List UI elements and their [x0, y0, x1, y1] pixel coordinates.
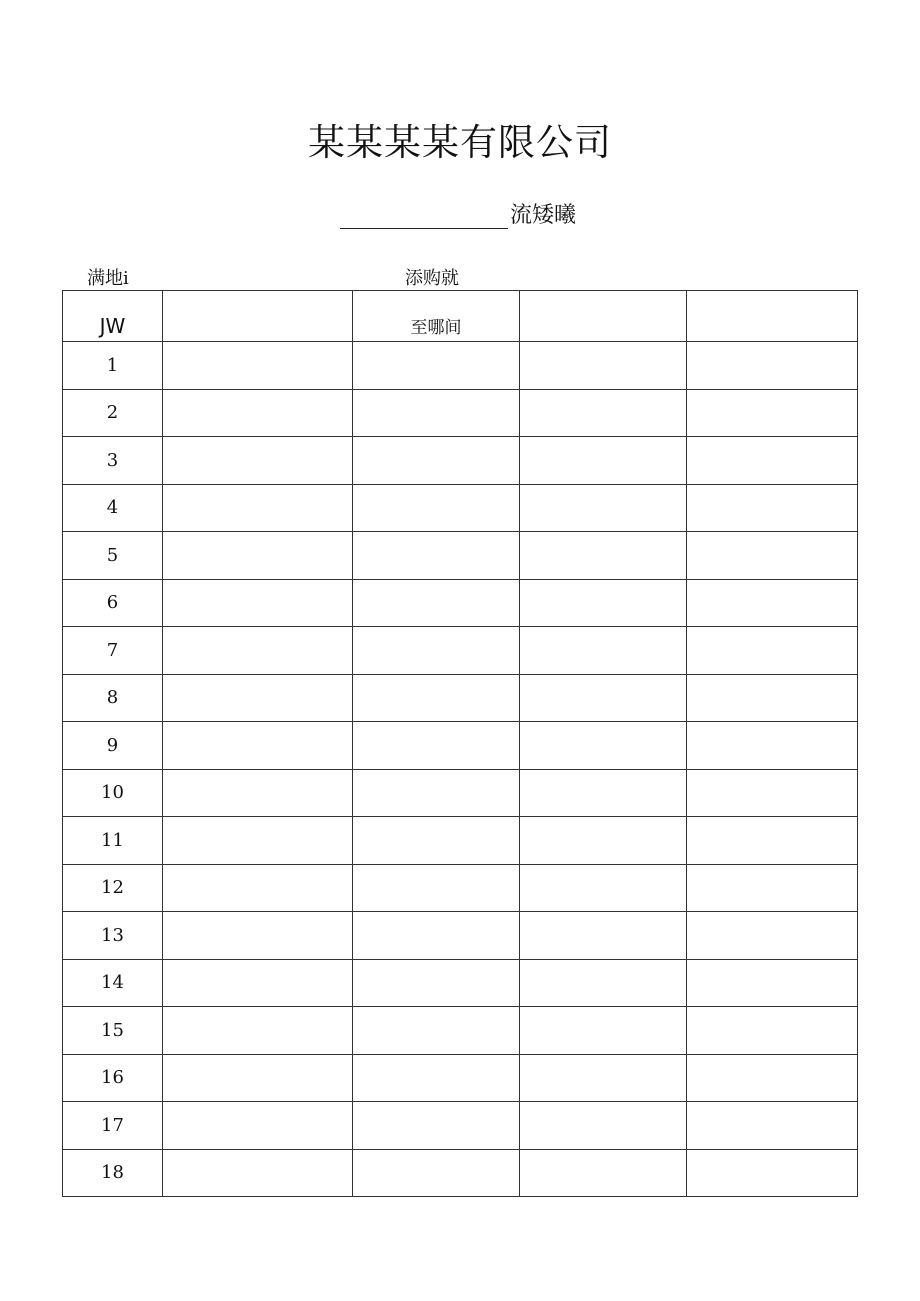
table-cell[interactable] — [353, 1007, 520, 1055]
fill-in-blank — [340, 204, 508, 229]
table-row — [63, 912, 858, 960]
table-cell[interactable] — [163, 1149, 353, 1197]
table-cell[interactable] — [687, 579, 858, 627]
table-cell[interactable] — [353, 817, 520, 865]
table-cell[interactable] — [687, 959, 858, 1007]
table-cell[interactable] — [353, 722, 520, 770]
row-number-cell: 4 — [63, 484, 163, 532]
subtitle-text: 流矮曦 — [510, 203, 577, 228]
row-number-cell: 13 — [63, 912, 163, 960]
table-cell[interactable] — [520, 627, 687, 675]
row-number-cell: 8 — [63, 674, 163, 722]
table-cell[interactable] — [687, 342, 858, 390]
table-cell[interactable] — [520, 437, 687, 485]
row-number-cell: 14 — [63, 959, 163, 1007]
table-cell[interactable] — [687, 627, 858, 675]
table-cell[interactable] — [520, 817, 687, 865]
table-cell[interactable] — [687, 532, 858, 580]
table-row — [63, 769, 858, 817]
table-cell[interactable] — [163, 437, 353, 485]
table-cell[interactable] — [687, 769, 858, 817]
table-cell[interactable] — [687, 1007, 858, 1055]
table-cell[interactable] — [520, 579, 687, 627]
table-row — [63, 437, 858, 485]
table-row — [63, 1149, 858, 1197]
table-cell[interactable] — [520, 1102, 687, 1150]
table-cell[interactable] — [520, 674, 687, 722]
row-number-cell: 5 — [63, 532, 163, 580]
table-cell[interactable] — [163, 389, 353, 437]
table-row — [63, 389, 858, 437]
table-cell[interactable] — [163, 342, 353, 390]
table-cell[interactable] — [163, 864, 353, 912]
row-number-cell: 11 — [63, 817, 163, 865]
row-number-cell: 10 — [63, 769, 163, 817]
table-cell[interactable] — [163, 1054, 353, 1102]
table-row — [63, 864, 858, 912]
row-number-cell: 18 — [63, 1149, 163, 1197]
table-cell[interactable] — [353, 437, 520, 485]
table-cell[interactable] — [353, 864, 520, 912]
table-cell[interactable] — [687, 674, 858, 722]
table-row — [63, 342, 858, 390]
table-cell[interactable] — [520, 532, 687, 580]
document-title: 某某某某有限公司 — [308, 121, 612, 164]
table-cell[interactable] — [520, 769, 687, 817]
table-row — [63, 1007, 858, 1055]
table-row — [63, 959, 858, 1007]
row-number-cell: 16 — [63, 1054, 163, 1102]
table-cell[interactable] — [353, 484, 520, 532]
table-row — [63, 1102, 858, 1150]
table-cell[interactable] — [687, 1054, 858, 1102]
row-number-cell: 3 — [63, 437, 163, 485]
table-row — [63, 484, 858, 532]
table-cell[interactable] — [353, 532, 520, 580]
table-cell[interactable] — [353, 389, 520, 437]
table-cell[interactable] — [163, 1102, 353, 1150]
table-cell[interactable] — [163, 912, 353, 960]
table-cell[interactable] — [163, 722, 353, 770]
table-cell[interactable] — [353, 1102, 520, 1150]
table-cell[interactable] — [163, 674, 353, 722]
row-number-cell: 15 — [63, 1007, 163, 1055]
row-number-cell: 2 — [63, 389, 163, 437]
table-cell[interactable] — [687, 484, 858, 532]
meta-label-right: 添购就 — [405, 268, 459, 289]
header-cell — [687, 291, 858, 342]
table-cell[interactable] — [687, 817, 858, 865]
table-cell[interactable] — [353, 769, 520, 817]
table-row — [63, 532, 858, 580]
table-cell[interactable] — [520, 959, 687, 1007]
header-cell — [520, 291, 687, 342]
meta-label-left: 满地i — [87, 268, 129, 289]
table-cell[interactable] — [163, 769, 353, 817]
table-cell[interactable] — [163, 627, 353, 675]
table-cell[interactable] — [163, 1007, 353, 1055]
table-cell[interactable] — [520, 484, 687, 532]
table-cell[interactable] — [687, 912, 858, 960]
table-cell[interactable] — [353, 1054, 520, 1102]
row-number-cell: 6 — [63, 579, 163, 627]
table-cell[interactable] — [687, 389, 858, 437]
row-number-cell: 1 — [63, 342, 163, 390]
header-cell: JW — [63, 291, 163, 342]
table-cell[interactable] — [520, 722, 687, 770]
table-cell[interactable] — [687, 722, 858, 770]
table-cell[interactable] — [687, 437, 858, 485]
table-cell[interactable] — [353, 912, 520, 960]
table-cell[interactable] — [353, 579, 520, 627]
table-cell[interactable] — [520, 342, 687, 390]
table-cell[interactable] — [687, 1102, 858, 1150]
table-row — [63, 627, 858, 675]
table-cell[interactable] — [163, 579, 353, 627]
table-cell[interactable] — [353, 674, 520, 722]
table-cell[interactable] — [163, 959, 353, 1007]
row-number-cell: 12 — [63, 864, 163, 912]
table-cell[interactable] — [520, 864, 687, 912]
table-cell[interactable] — [520, 912, 687, 960]
table-cell[interactable] — [687, 1149, 858, 1197]
table-header-row — [63, 291, 858, 342]
table-cell[interactable] — [520, 1007, 687, 1055]
table-cell[interactable] — [163, 484, 353, 532]
table-cell[interactable] — [520, 1149, 687, 1197]
row-number-cell: 7 — [63, 627, 163, 675]
table-row — [63, 1054, 858, 1102]
table-cell[interactable] — [520, 1054, 687, 1102]
record-table — [62, 290, 858, 1197]
table-cell[interactable] — [353, 342, 520, 390]
header-cell: 至哪间 — [353, 291, 520, 342]
table-cell[interactable] — [163, 817, 353, 865]
table-cell[interactable] — [353, 1149, 520, 1197]
table-cell[interactable] — [353, 959, 520, 1007]
table-cell[interactable] — [163, 532, 353, 580]
table-row — [63, 817, 858, 865]
header-cell — [163, 291, 353, 342]
table-row — [63, 579, 858, 627]
table-cell[interactable] — [353, 627, 520, 675]
subtitle-line — [340, 198, 576, 229]
table-cell[interactable] — [687, 864, 858, 912]
row-number-cell: 17 — [63, 1102, 163, 1150]
table-row — [63, 722, 858, 770]
table-row — [63, 674, 858, 722]
table-cell[interactable] — [520, 389, 687, 437]
row-number-cell: 9 — [63, 722, 163, 770]
